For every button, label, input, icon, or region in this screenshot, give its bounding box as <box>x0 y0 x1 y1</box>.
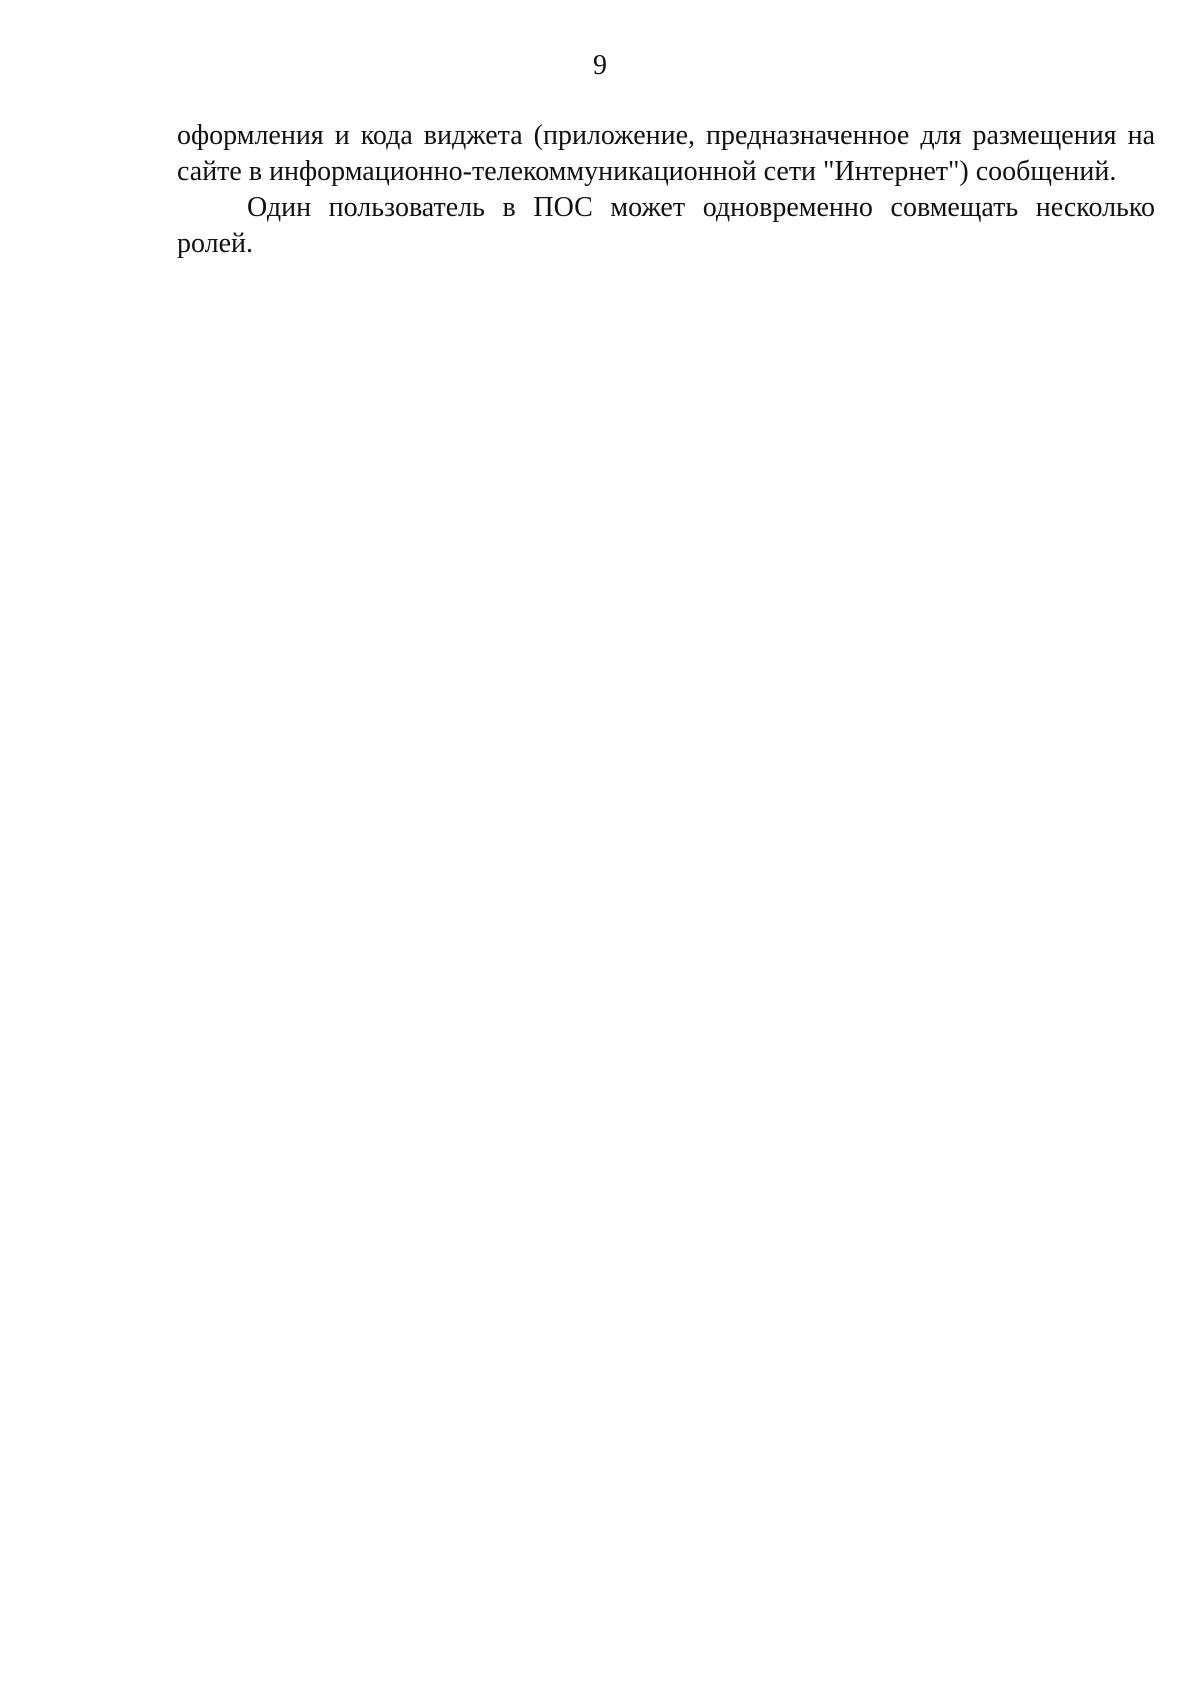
paragraph: оформления и кода виджета (приложение, предназначенное для размещения на сайте в информационно-телекоммуникационной сети "Интернет") сообщений. <box>177 120 1155 187</box>
page-number: 9 <box>593 50 607 81</box>
document-body <box>177 118 1155 262</box>
paragraph: Один пользователь в ПОС может одновременно совмещать несколько ролей. <box>177 192 1155 259</box>
